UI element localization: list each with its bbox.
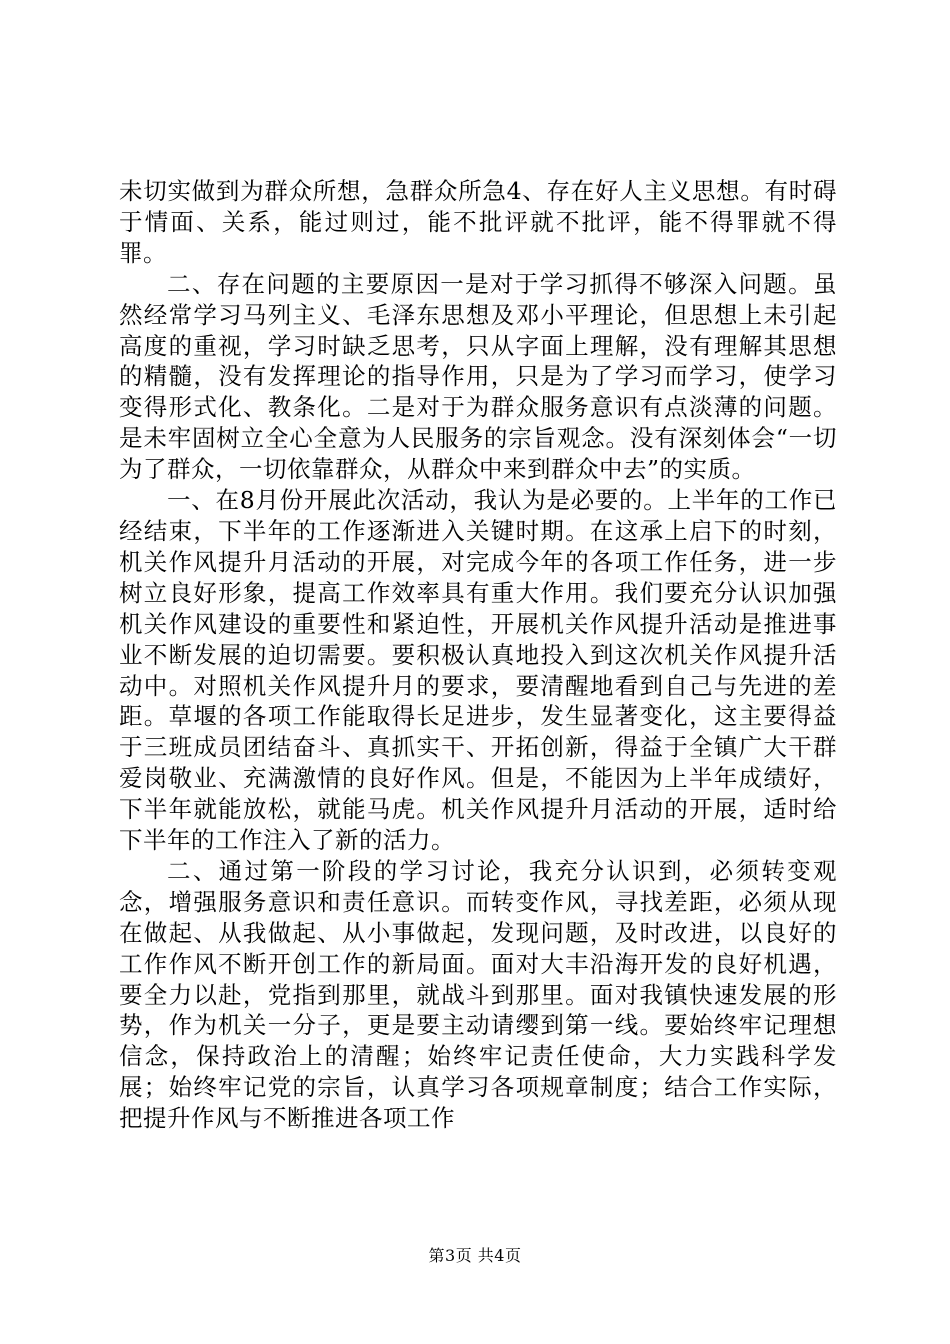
paragraph-4: 二、通过第一阶段的学习讨论，我充分认识到，必须转变观念，增强服务意识和责任意识。而转变作风，寻找差距，必须从现在做起、从我做起、从小事做起，发现问题，及时改进，以良好的工作作风不断开创工作的新局面。面对大丰沿海开发的良好机遇，要全力以赴，党指到那里，就战斗到那里。面对我镇快速发展的形势，作为机关一分子，更是要主动请缨到第一线。要始终牢记理想信念，保持政治上的清醒；始终牢记责任使命，大力实践科学发展；始终牢记党的宗旨，认真学习各项规章制度；结合工作实际，把提升作风与不断推进各项工作 [119, 856, 837, 1133]
document-body [119, 176, 837, 1134]
paragraph-3: 一、在8月份开展此次活动，我认为是必要的。上半年的工作已经结束，下半年的工作逐渐进入关键时期。在这承上启下的时刻，机关作风提升月活动的开展，对完成今年的各项工作任务，进一步树立良好形象，提高工作效率具有重大作用。我们要充分认识加强机关作风建设的重要性和紧迫性，开展机关作风提升活动是推进事业不断发展的迫切需要。要积极认真地投入到这次机关作风提升活动中。对照机关作风提升月的要求，要清醒地看到自己与先进的差距。草堰的各项工作能取得长足进步，发生显著变化，这主要得益于三班成员团结奋斗、真抓实干、开拓创新，得益于全镇广大干群爱岗敬业、充满激情的良好作风。但是，不能因为上半年成绩好，下半年就能放松，就能马虎。机关作风提升月活动的开展，适时给下半年的工作注入了新的活力。 [119, 486, 837, 855]
page-number-footer: 第3页 共4页 [428, 1246, 522, 1265]
paragraph-2: 二、存在问题的主要原因一是对于学习抓得不够深入问题。虽然经常学习马列主义、毛泽东思想及邓小平理论，但思想上未引起高度的重视，学习时缺乏思考，只从字面上理解，没有理解其思想的精髓，没有发挥理论的指导作用，只是为了学习而学习，使学习变得形式化、教条化。二是对于为群众服务意识有点淡薄的问题。是未牢固树立全心全意为人民服务的宗旨观念。没有深刻体会“一切为了群众，一切依靠群众，从群众中来到群众中去”的实质。 [119, 269, 837, 484]
paragraph-1: 未切实做到为群众所想，急群众所急4、存在好人主义思想。有时碍于情面、关系，能过则过，能不批评就不批评，能不得罪就不得罪。 [119, 177, 837, 267]
